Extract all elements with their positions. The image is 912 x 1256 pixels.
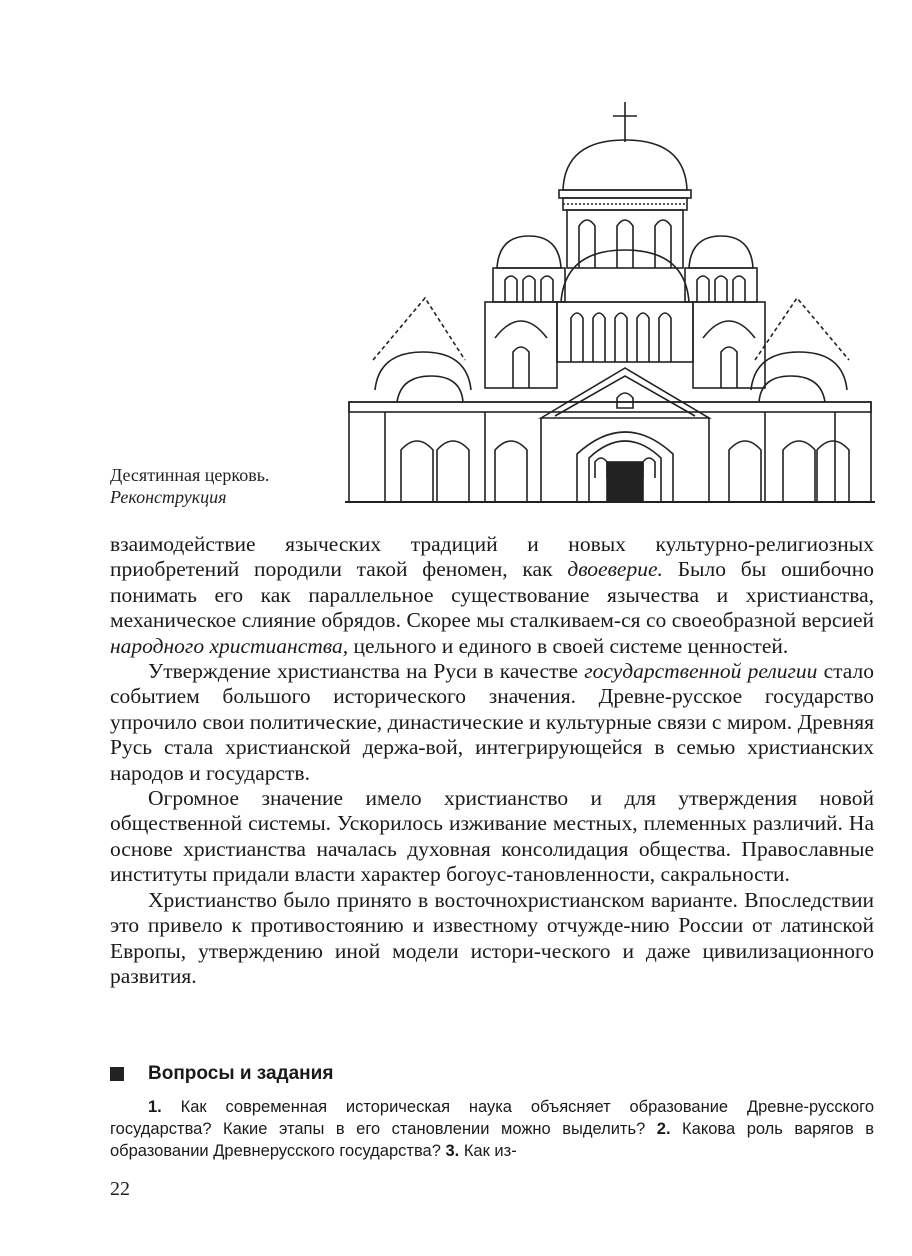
text-run: взаимодействие языческих традиций и новых культурно-религиозных приобретений породили такой феномен, как [110,532,874,582]
paragraph [110,532,874,659]
questions-section-heading [110,1062,333,1086]
text-run: цельного и единого в своей системе ценностей. [348,633,789,658]
text-run: Христианство было принято в восточнохристианском варианте. Впоследствии это привело к противостоянию и известному отчужде-нию России от латинской Европы, утверждению иной модели истори-ческого и даже цивилизационного развития. [110,887,874,988]
italic-term: народного христианства, [110,633,349,658]
church-illustration [345,98,875,504]
question-number: 3. [445,1142,460,1160]
text-run: Было бы ошибочно понимать его как параллельное существование язычества и христианства, механическое слияние обрядов. Скорее мы сталкиваем-ся со своеобразной версией [110,557,874,633]
text-run: Огромное значение имело христианство и для утверждения новой общественной системы. Ускорилось изживание местных, племенных различий. На основе христианства началась духовная консолидация общества. Православные институты придали власти характер богоус-тановленности, сакральности. [110,786,874,887]
paragraph [110,659,874,786]
paragraph [110,888,874,990]
question-text: Какова роль варягов в образовании Древнерусского государства? [110,1120,874,1160]
questions-paragraph [110,1096,874,1162]
caption-subtitle: Реконструкция [110,487,227,507]
question-number: 2. [656,1120,671,1138]
section-title: Вопросы и задания [148,1063,334,1084]
paragraph [110,786,874,888]
italic-term: двоеверие. [567,557,663,582]
main-text [110,532,874,989]
figure-caption [110,464,269,508]
text-run: стало событием большого исторического значения. Древне-русское государство упрочило свои политические, династические и культурные связи с миром. Древняя Русь стала христианской держа-вой, интегрирующейся в семью христианских народов и государств. [110,659,874,785]
italic-term: государственной религии [584,659,818,684]
caption-title: Десятинная церковь. [110,465,270,485]
page-number: 22 [110,1178,130,1200]
church-drawing [345,98,875,504]
questions-list [110,1096,874,1162]
text-run: Утверждение христианства на Руси в качестве [148,659,585,684]
question-number: 1. [148,1098,162,1116]
question-text: Как современная историческая наука объясняет образование Древне-русского государства? Какие этапы в его становлении можно выделить? [110,1098,874,1138]
square-bullet-icon [110,1067,124,1081]
question-text: Как из- [459,1142,517,1160]
